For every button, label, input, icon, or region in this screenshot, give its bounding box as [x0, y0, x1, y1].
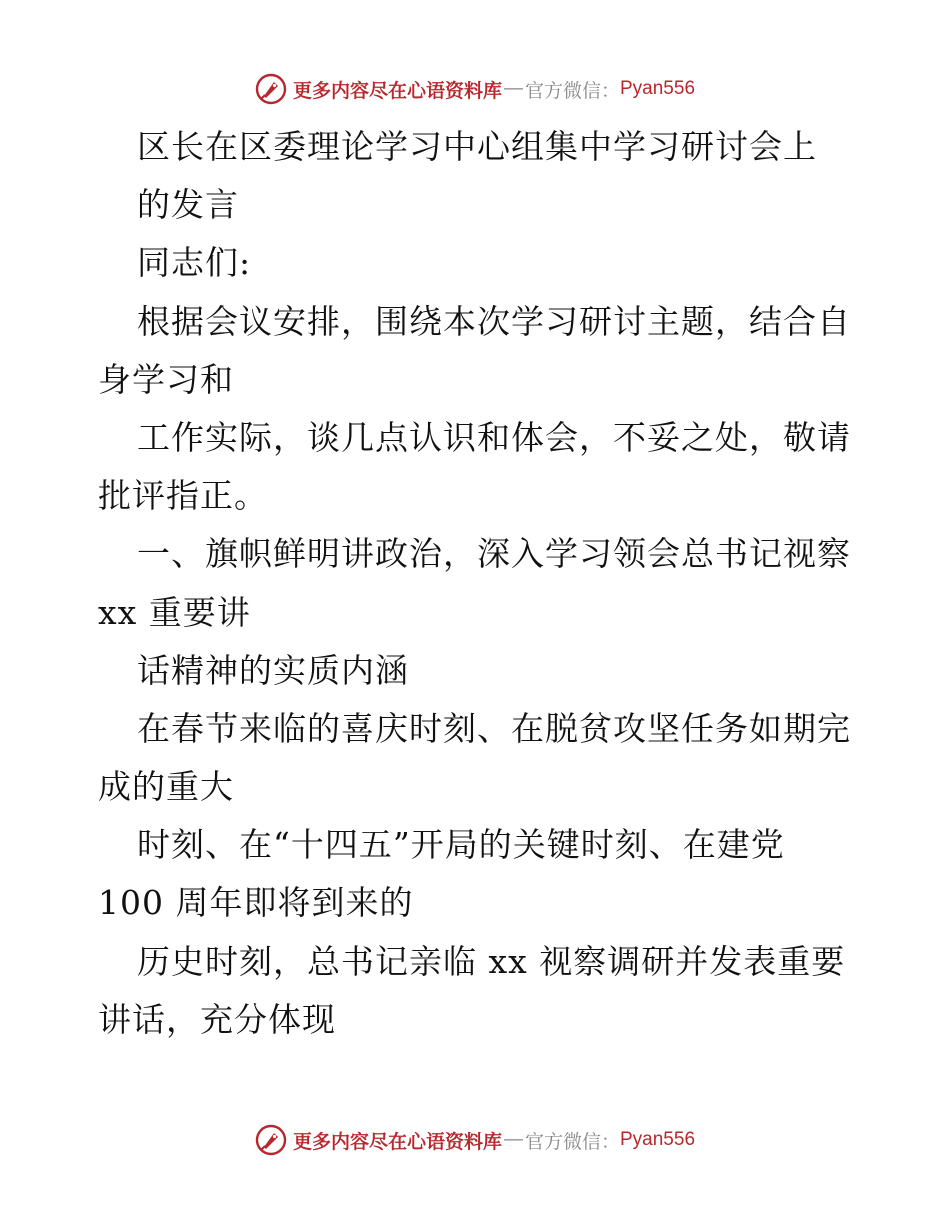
- watermark-brand: 更多内容尽在心语资料库: [292, 1130, 502, 1153]
- watermark-wechat-id: Pyan556: [620, 1129, 696, 1150]
- pen-nib-logo-icon: [255, 73, 287, 105]
- paragraph-line: 身学习和: [98, 359, 234, 399]
- pen-nib-logo-icon: [255, 1124, 287, 1156]
- document-body: [98, 118, 858, 1049]
- paragraph-line: 批评指正。: [98, 476, 268, 516]
- paragraph-line: 时刻、在“十四五”开局的关键时刻、在建党: [137, 825, 785, 865]
- salutation: 同志们:: [137, 243, 252, 283]
- paragraph-line: 根据会议安排，围绕本次学习研讨主题，结合自: [137, 301, 851, 341]
- section-heading-line: xx 重要讲: [98, 592, 251, 632]
- watermark-brand: 更多内容尽在心语资料库: [292, 79, 502, 102]
- watermark-wechat-id: Pyan556: [620, 78, 696, 99]
- watermark-dash: —: [503, 78, 523, 99]
- section-heading-line: 一、旗帜鲜明讲政治，深入学习领会总书记视察: [137, 534, 851, 574]
- watermark-wechat-label: 官方微信：: [524, 79, 620, 102]
- watermark-wechat-label: 官方微信：: [524, 1130, 620, 1153]
- paragraph-line: 100 周年即将到来的: [98, 883, 414, 923]
- paragraph-line: 在春节来临的喜庆时刻、在脱贫攻坚任务如期完: [137, 708, 851, 748]
- header-watermark: [0, 72, 950, 106]
- paragraph-line: 历史时刻，总书记亲临 xx 视察调研并发表重要: [137, 941, 846, 981]
- watermark-dash: —: [503, 1129, 523, 1150]
- footer-watermark: [0, 1123, 950, 1157]
- title-line-2: 的发言: [137, 185, 239, 225]
- paragraph-line: 成的重大: [98, 767, 234, 807]
- paragraph-line: 讲话，充分体现: [98, 999, 336, 1039]
- section-heading-line: 话精神的实质内涵: [137, 650, 409, 690]
- title-line-1: 区长在区委理论学习中心组集中学习研讨会上: [137, 127, 817, 166]
- paragraph-line: 工作实际，谈几点认识和体会，不妥之处，敬请: [137, 417, 851, 457]
